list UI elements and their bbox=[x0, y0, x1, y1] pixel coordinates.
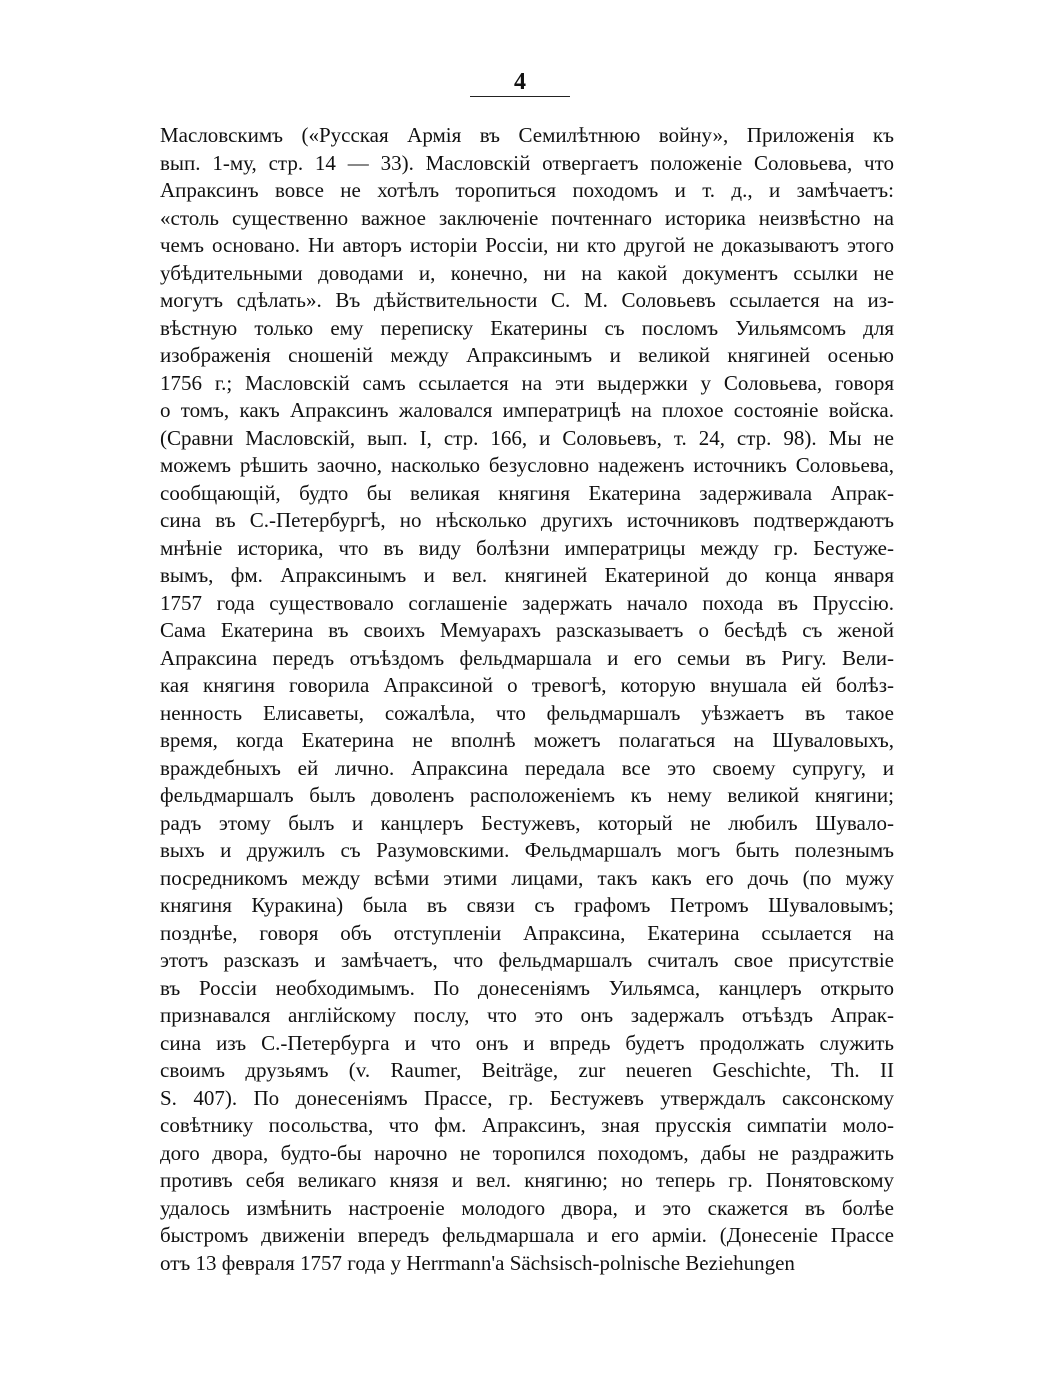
text-line: противъ себя великаго князя и вел. княгиню; но теперь гр. Понятовскому bbox=[160, 1168, 894, 1192]
text-line: дого двора, будто-бы нарочно не торопился походомъ, дабы не раздражить bbox=[160, 1140, 894, 1165]
text-line: чемъ основано. Ни авторъ исторіи Россіи, ни кто другой не доказываютъ этого bbox=[160, 233, 894, 257]
text-line: удалось измѣнить настроеніе молодого двора, и это скажется въ болѣе bbox=[160, 1195, 894, 1220]
text-line: время, когда Екатерина не вполнѣ можетъ полагаться на Шуваловыхъ, bbox=[160, 728, 894, 752]
text-line: кая княгиня говорила Апраксиной о тревогѣ, которую внушала ей болѣз- bbox=[160, 673, 894, 697]
page-number-rule bbox=[470, 96, 570, 97]
text-line: посредникомъ между всѣми этими лицами, такъ какъ его дочь (по мужу bbox=[160, 865, 894, 890]
text-line: изображенія сношеній между Апраксинымъ и великой княгиней осенью bbox=[160, 343, 894, 367]
text-line: отъ 13 февраля 1757 года у Herrmann'a Sächsisch-polnische Beziehungen bbox=[160, 1250, 795, 1275]
text-line: княгиня Куракина) была въ связи съ графомъ Петромъ Шуваловымъ; bbox=[160, 893, 894, 917]
text-line: ненность Елисаветы, сожалѣла, что фельдмаршалъ уѣзжаетъ въ такое bbox=[160, 700, 894, 725]
text-line: о томъ, какъ Апраксинъ жаловался императрицѣ на плохое состояніе войска. bbox=[160, 398, 894, 422]
text-line: можемъ рѣшить заочно, насколько безусловно надеженъ источникъ Соловьева, bbox=[160, 453, 894, 477]
text-line: радъ этому былъ и канцлеръ Бестужевъ, который не любилъ Шувало- bbox=[160, 810, 894, 835]
text-line: (Сравни Масловскій, вып. I, стр. 166, и Соловьевъ, т. 24, стр. 98). Мы не bbox=[160, 425, 894, 450]
page-number: 4 bbox=[514, 69, 526, 95]
text-line: убѣдительными доводами и, конечно, ни на какой документъ ссылки не bbox=[160, 260, 894, 285]
text-line: S. 407). По донесеніямъ Прассе, гр. Бестужевъ утверждалъ саксонскому bbox=[160, 1085, 894, 1110]
text-line: сина изъ С.-Петербурга и что онъ и впредь будетъ продолжать служить bbox=[160, 1030, 894, 1055]
text-line: Сама Екатерина въ своихъ Мемуарахъ разсказываетъ о бесѣдѣ съ женой bbox=[160, 618, 894, 642]
text-line: 1757 года существовало соглашеніе задержать начало похода въ Пруссію. bbox=[160, 590, 894, 615]
text-line: своимъ друзьямъ (v. Raumer, Beiträge, zur neueren Geschichte, Th. II bbox=[160, 1058, 894, 1082]
text-line: вымъ, фм. Апраксинымъ и вел. княгиней Екатериной до конца января bbox=[160, 563, 894, 587]
text-line: сина въ С.-Петербургѣ, но нѣсколько другихъ источниковъ подтверждаютъ bbox=[160, 508, 894, 532]
text-line: въ Россіи необходимымъ. По донесеніямъ Уильямса, канцлеръ открыто bbox=[160, 975, 894, 1000]
text-line: выхъ и дружилъ съ Разумовскими. Фельдмаршалъ могъ быть полезнымъ bbox=[160, 838, 894, 862]
body-text bbox=[160, 122, 894, 1277]
text-line: этотъ разсказъ и замѣчаетъ, что фельдмаршалъ считалъ свое присутствіе bbox=[160, 948, 894, 972]
text-line: мнѣніе историка, что въ виду болѣзни императрицы между гр. Бестуже- bbox=[160, 535, 894, 560]
text-line: «столь существенно важное заключеніе почтеннаго историка неизвѣстно на bbox=[160, 205, 894, 230]
text-line: вып. 1-му, стр. 14 — 33). Масловскій отвергаетъ положеніе Соловьева, что bbox=[160, 150, 894, 175]
text-line: признавался англійскому послу, что это онъ задержалъ отъѣздъ Апрак- bbox=[160, 1003, 894, 1027]
text-line: Масловскимъ («Русская Армія въ Семилѣтнюю войну», Приложенія къ bbox=[160, 123, 894, 147]
text-line: быстромъ движеніи впередъ фельдмаршала и его арміи. (Донесеніе Прассе bbox=[160, 1223, 894, 1247]
text-line: могутъ сдѣлать». Въ дѣйствительности С. М. Соловьевъ ссылается на из- bbox=[160, 288, 894, 312]
text-line: фельдмаршалъ былъ доволенъ расположеніемъ къ нему великой княгини; bbox=[160, 783, 894, 807]
text-line: Апраксинъ вовсе не хотѣлъ торопиться походомъ и т. д., и замѣчаетъ: bbox=[160, 178, 894, 202]
text-line: сообщающій, будто бы великая княгиня Екатерина задерживала Апрак- bbox=[160, 480, 894, 505]
text-line: вѣстную только ему переписку Екатерины съ посломъ Уильямсомъ для bbox=[160, 315, 894, 340]
text-line: совѣтнику посольства, что фм. Апраксинъ, зная прусскія симпатіи моло- bbox=[160, 1113, 894, 1137]
text-line: 1756 г.; Масловскій самъ ссылается на эти выдержки у Соловьева, говоря bbox=[160, 370, 894, 395]
text-line: Апраксина передъ отъѣздомъ фельдмаршала и его семьи въ Ригу. Вели- bbox=[160, 645, 894, 670]
text-line: позднѣе, говоря объ отступленіи Апраксина, Екатерина ссылается на bbox=[160, 920, 894, 945]
text-line: враждебныхъ ей лично. Апраксина передала все это своему супругу, и bbox=[160, 755, 894, 780]
